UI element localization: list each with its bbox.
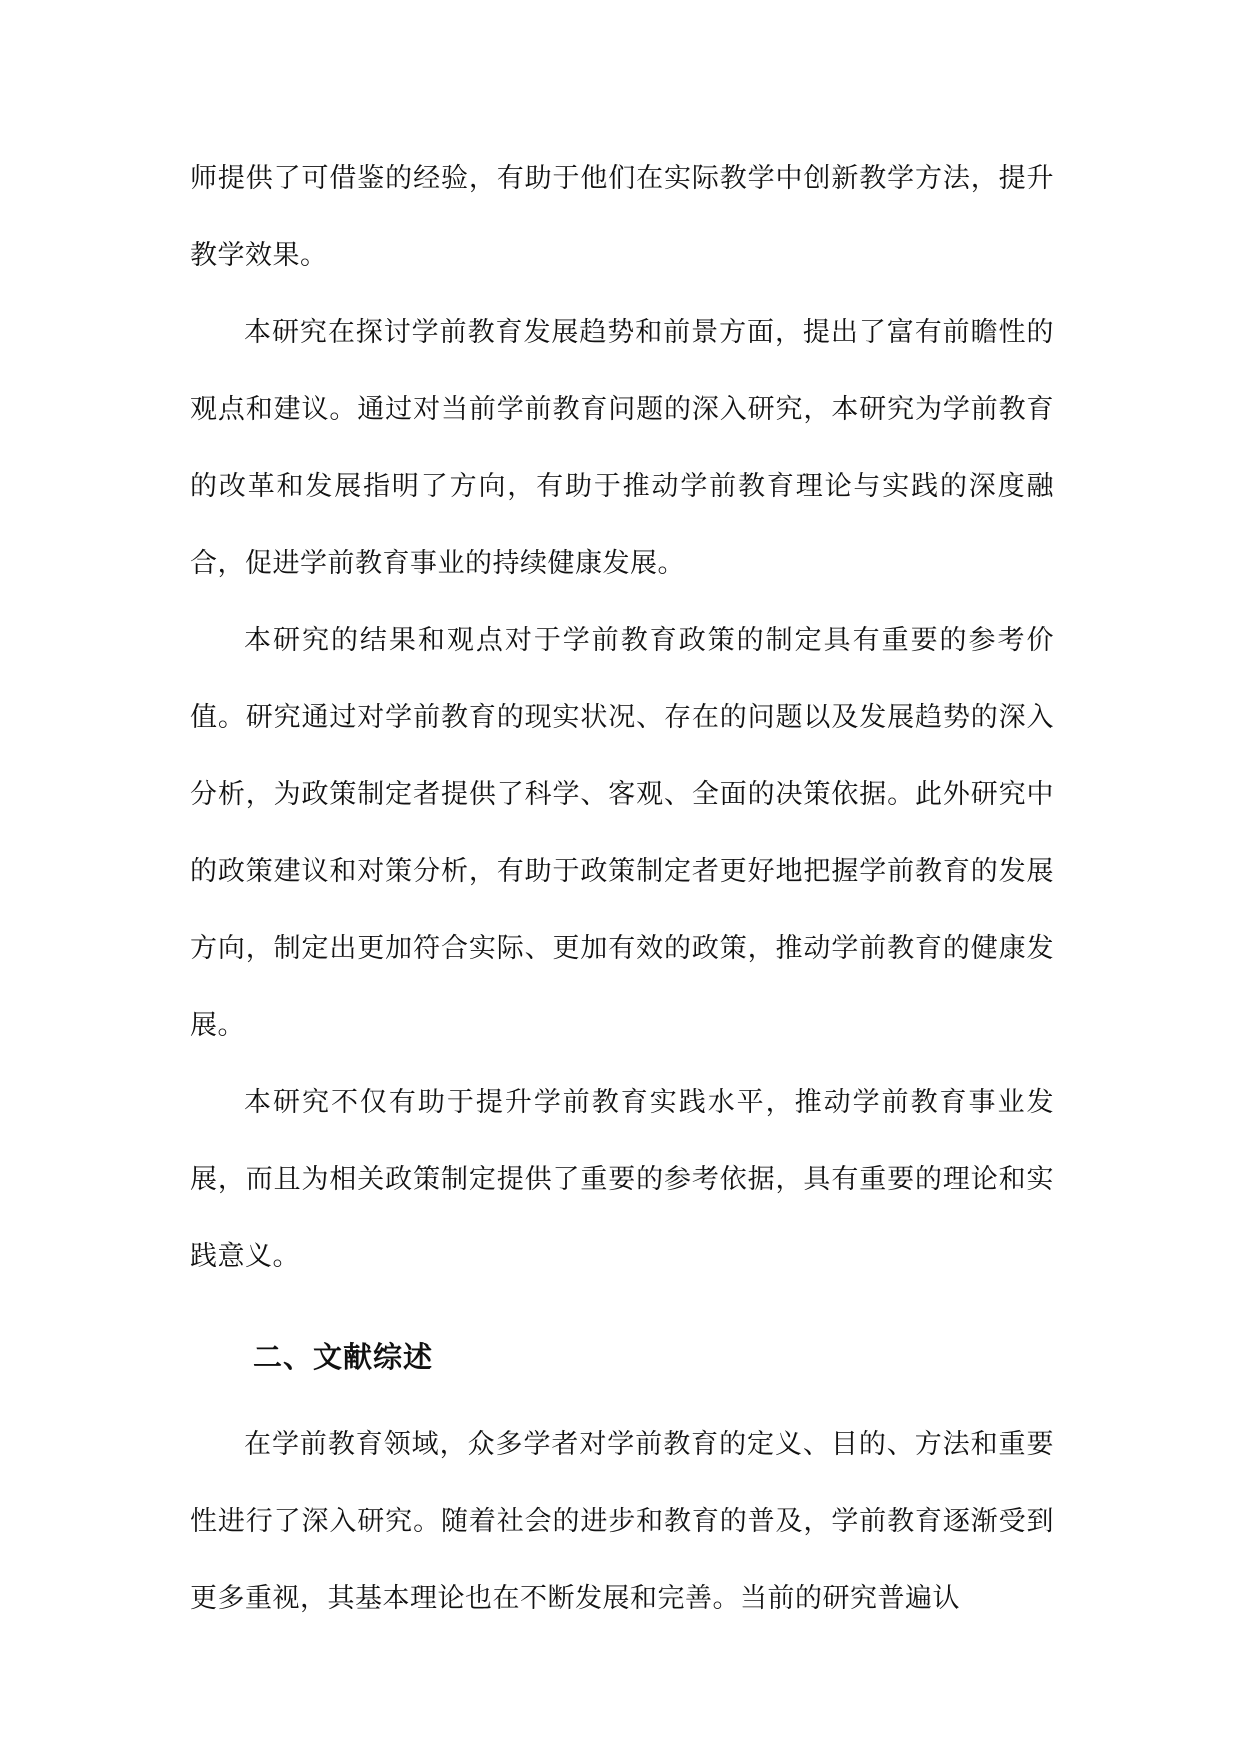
paragraph-policy-value: 本研究的结果和观点对于学前教育政策的制定具有重要的参考价值。研究通过对学前教育的现实状况、存在的问题以及发展趋势的深入分析，为政策制定者提供了科学、客观、全面的决策依据。此外研究中的政策建议和对策分析，有助于政策制定者更好地把握学前教育的发展方向，制定出更加符合实际、更加有效的政策，推动学前教育的健康发展。	[190, 625, 1054, 1041]
paragraph-significance: 本研究不仅有助于提升学前教育实践水平，推动学前教育事业发展，而且为相关政策制定提供了重要的参考依据，具有重要的理论和实践意义。	[190, 1087, 1054, 1272]
section-heading: 二、文献综述	[253, 1340, 434, 1374]
paragraph-prospects: 本研究在探讨学前教育发展趋势和前景方面，提出了富有前瞻性的观点和建议。通过对当前学前教育问题的深入研究，本研究为学前教育的改革和发展指明了方向，有助于推动学前教育理论与实践的深度融合，促进学前教育事业的持续健康发展。	[190, 317, 1054, 579]
paragraph-continuation: 师提供了可借鉴的经验，有助于他们在实际教学中创新教学方法，提升教学效果。	[190, 163, 1054, 271]
paragraph-literature-review: 在学前教育领域，众多学者对学前教育的定义、目的、方法和重要性进行了深入研究。随着社会的进步和教育的普及，学前教育逐渐受到更多重视，其基本理论也在不断发展和完善。当前的研究普遍认	[190, 1429, 1054, 1614]
document-body	[190, 140, 1054, 1637]
